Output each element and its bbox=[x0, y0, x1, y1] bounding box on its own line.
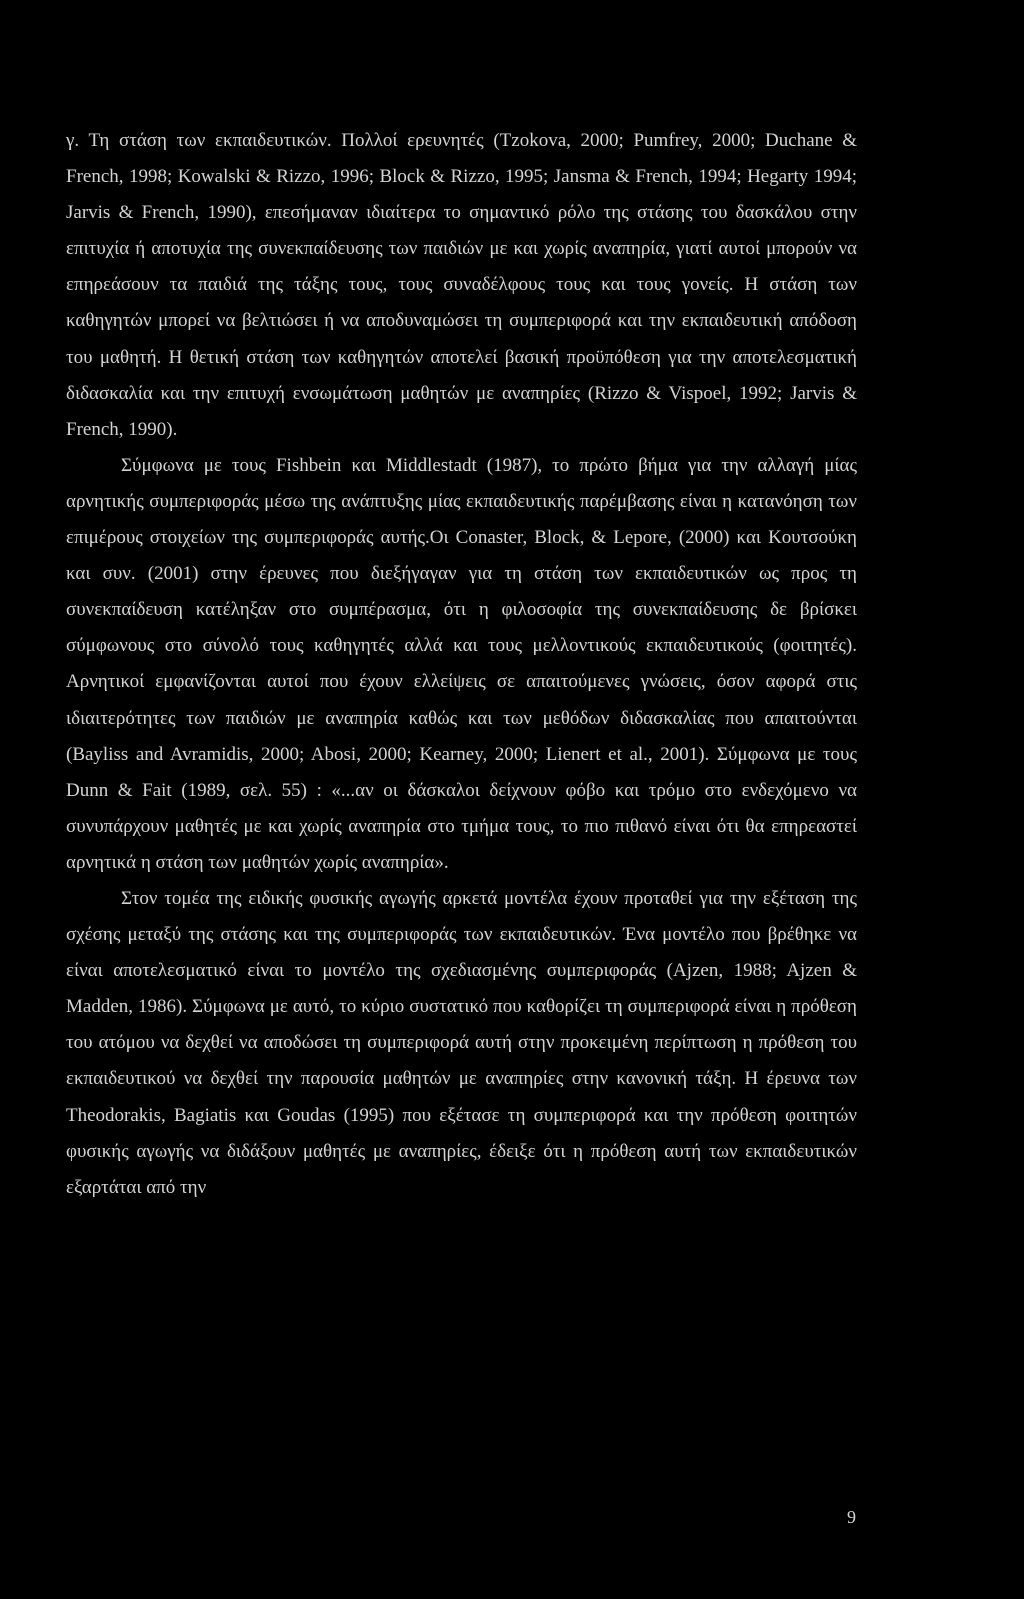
body-text bbox=[66, 123, 857, 1206]
page-number: 9 bbox=[847, 1507, 856, 1527]
paragraph-fishbein-middlestadt: Σύμφωνα με τους Fishbein και Middlestadt (1987), το πρώτο βήμα για την αλλαγή μίας αρνητικής συμπεριφοράς μέσω της ανάπτυξης μίας εκπαιδευτικής παρέμβασης είναι η κατανόηση των επιμέρους στοιχείων της συμπεριφοράς αυτής.Οι Conaster, Block, & Lepore, (2000) και Κουτσούκη και συν. (2001) στην έρευνες που διεξήγαγαν για τη στάση των εκπαιδευτικών ως προς τη συνεκπαίδευση κατέληξαν στο συμπέρασμα, ότι η φιλοσοφία της συνεκπαίδευσης δε βρίσκει σύμφωνους στο σύνολό τους καθηγητές αλλά και τους μελλοντικούς εκπαιδευτικούς (φοιτητές). Αρνητικοί εμφανίζονται αυτοί που έχουν ελλείψεις σε απαιτούμενες γνώσεις, όσον αφορά στις ιδιαιτερότητες των παιδιών με αναπηρία καθώς και των μεθόδων διδασκαλίας που απαιτούνται (Bayliss and Avramidis, 2000; Abosi, 2000; Kearney, 2000; Lienert et al., 2001). Σύμφωνα με τους Dunn & Fait (1989, σελ. 55) : «...αν οι δάσκαλοι δείχνουν φόβο και τρόμο στο ενδεχόμενο να συνυπάρχουν μαθητές με και χωρίς αναπηρία στο τμήμα τους, το πιο πιθανό είναι ότι θα επηρεαστεί αρνητικά η στάση των μαθητών χωρίς αναπηρία». bbox=[66, 454, 857, 873]
paragraph-planned-behavior-model: Στον τομέα της ειδικής φυσικής αγωγής αρκετά μοντέλα έχουν προταθεί για την εξέταση της σχέσης μεταξύ της στάσης και της συμπεριφοράς των εκπαιδευτικών. Ένα μοντέλο που βρέθηκε να είναι αποτελεσματικό είναι το μοντέλο της σχεδιασμένης συμπεριφοράς (Ajzen, 1988; Ajzen & Madden, 1986). Σύμφωνα με αυτό, το κύριο συστατικό που καθορίζει τη συμπεριφορά είναι η πρόθεση του ατόμου να δεχθεί να αποδώσει τη συμπεριφορά αυτή στην προκειμένη περίπτωση η πρόθεση του εκπαιδευτικού να δεχθεί την παρουσία μαθητών με αναπηρίες στην κανονική τάξη. Η έρευνα των Theodorakis, Bagiatis και Goudas (1995) που εξέτασε τη συμπεριφορά και την πρόθεση φοιτητών φυσικής αγωγής να διδάξουν μαθητές με αναπηρίες, έδειξε ότι η πρόθεση αυτή των εκπαιδευτικών εξαρτάται από την bbox=[66, 887, 857, 1198]
paragraph-teacher-attitude: γ. Τη στάση των εκπαιδευτικών. Πολλοί ερευνητές (Tzokova, 2000; Pumfrey, 2000; Duchane & French, 1998; Kowalski & Rizzo, 1996; Block & Rizzo, 1995; Jansma & French, 1994; Hegarty 1994; Jarvis & French, 1990), επεσήμαναν ιδιαίτερα το σημαντικό ρόλο της στάσης του δασκάλου στην επιτυχία ή αποτυχία της συνεκπαίδευσης των παιδιών με και χωρίς αναπηρία, γιατί αυτοί μπορούν να επηρεάσουν τα παιδιά της τάξης τους, τους συναδέλφους τους και τους γονείς. Η στάση των καθηγητών μπορεί να βελτιώσει ή να αποδυναμώσει τη συμπεριφορά και την εκπαιδευτική απόδοση του μαθητή. Η θετική στάση των καθηγητών αποτελεί βασική προϋπόθεση για την αποτελεσματική διδασκαλία και την επιτυχή ενσωμάτωση μαθητών με αναπηρίες (Rizzo & Vispoel, 1992; Jarvis & French, 1990). bbox=[66, 130, 857, 440]
